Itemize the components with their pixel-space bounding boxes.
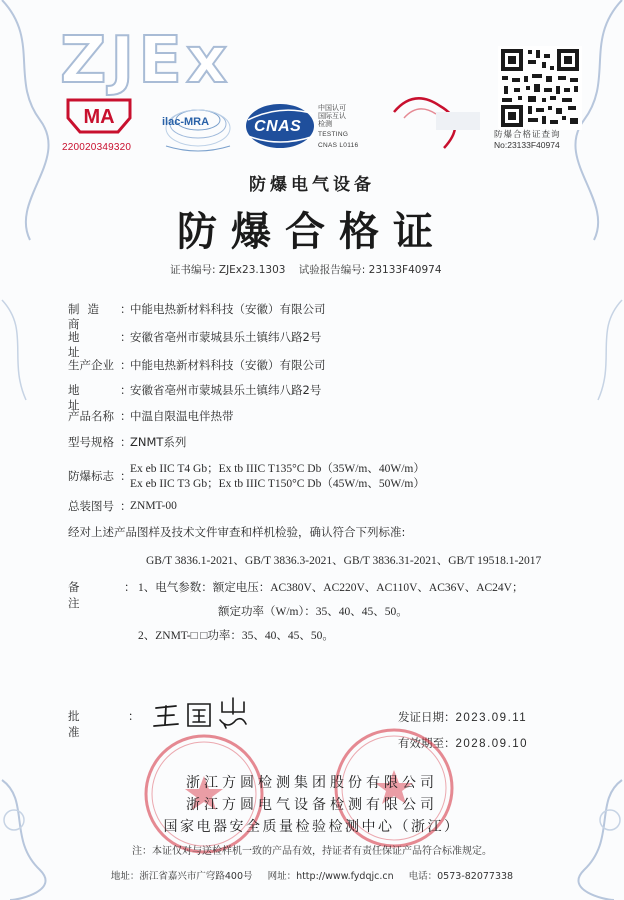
field-label: 总装图号 (68, 499, 114, 513)
cma-number: 220020349320 (62, 142, 132, 153)
footer-website[interactable]: 网址：http://www.fydqjc.cn (267, 871, 394, 882)
organization-name: 浙江方圆电气设备检测有限公司 (186, 797, 438, 813)
model-value: ZNMT系列 (130, 435, 187, 449)
producer-value: 中能电热新材料科技（安徽）有限公司 (130, 358, 326, 372)
field-label: 制造商 (68, 302, 107, 331)
signature (148, 694, 258, 734)
field-colon: ： (120, 358, 132, 372)
notes-line: 额定功率（W/m）：35、40、45、50。 (218, 606, 408, 618)
right-border-ornament (554, 0, 624, 900)
organization-name: 国家电器安全质量检验检测中心（浙江） (163, 819, 461, 835)
ex-marking-row (68, 462, 425, 492)
field-colon: ： (120, 383, 132, 397)
footer-phone: 电话：0573-82077338 (408, 871, 514, 882)
field-colon: ： (120, 499, 132, 513)
footer-contact (0, 868, 624, 882)
notes-line: 2、ZNMT-□ □功率：35、40、45、50。 (138, 630, 334, 642)
field-colon: ： (120, 302, 132, 316)
ilac-mra-mark (158, 98, 234, 158)
qr-code[interactable] (498, 46, 582, 130)
notes-label: 备注 (68, 580, 106, 610)
manufacturer-value: 中能电热新材料科技（安徽）有限公司 (130, 302, 326, 316)
ex-marking-line: Ex eb IIC T4 Gb；Ex tb IIIC T135°C Db（35W/m、40W/m） (130, 463, 425, 475)
issue-date-value: 2023.09.11 (455, 712, 528, 724)
organization-name: 浙江方圆检测集团股份有限公司 (186, 775, 438, 791)
field-label: 地址 (68, 383, 106, 412)
cnas-label: CNAS (254, 118, 302, 135)
field-colon: ： (120, 409, 132, 423)
drawing-row (68, 499, 177, 514)
cnas-cn-line: 检测 (318, 120, 332, 128)
cma-mark (62, 96, 142, 153)
field-label: 地址 (68, 330, 106, 359)
producer-row (68, 358, 326, 373)
field-label: 防爆标志 (68, 469, 114, 483)
cma-icon (62, 96, 136, 136)
cnas-cn-line: 中国认可 (318, 104, 346, 112)
field-label: 产品名称 (68, 409, 114, 423)
ilac-label: ilac-MRA (162, 116, 210, 128)
cnas-mark (244, 96, 372, 156)
field-label: 型号规格 (68, 435, 114, 449)
address-row (68, 330, 321, 360)
document-title: 防爆合格证 (177, 209, 447, 255)
approval-label: 批准 (68, 709, 110, 739)
cnas-en-line: CNAS L0116 (318, 142, 359, 149)
certificate-numbers (170, 262, 452, 277)
approval-colon: ： (128, 709, 140, 723)
zjex-logo (60, 24, 231, 98)
left-border-ornament (0, 0, 70, 900)
cma-label: MA (83, 106, 115, 128)
valid-until-label: 有效期至： (398, 736, 456, 750)
ex-marking-values (130, 462, 425, 492)
issue-date-label: 发证日期： (398, 710, 456, 724)
field-colon: ： (120, 435, 132, 449)
qr-label: 防爆合格证查询 (494, 130, 561, 140)
cnas-en-line: TESTING (318, 131, 349, 138)
footnote: 注：本证仅对与送检样机一致的产品有效，持证者有责任保证产品符合标准规定。 (132, 846, 492, 857)
verification-statement: 经对上述产品图样及技术文件审查和样机检验，确认符合下列标准: (68, 525, 406, 539)
issue-date-line (398, 709, 527, 725)
zjex-logo-text: ZJEx (60, 24, 232, 98)
drawing-value: ZNMT-00 (130, 500, 177, 512)
producer-address-value: 安徽省亳州市蒙城县乐土镇纬八路2号 (130, 383, 322, 397)
qr-number: No:23133F40974 (494, 140, 560, 150)
standards-list: GB/T 3836.1-2021、GB/T 3836.3-2021、GB/T 3836.31-2021、GB/T 19518.1-2017 (146, 555, 542, 567)
ilac-globe-icon (158, 98, 234, 158)
cnas-side-text (318, 104, 358, 150)
address-value: 安徽省亳州市蒙城县乐土镇纬八路2号 (130, 330, 322, 344)
model-row (68, 435, 186, 450)
field-colon: ： (120, 330, 132, 344)
cnas-cn-line: 国际互认 (318, 112, 346, 120)
field-label: 生产企业 (68, 358, 114, 372)
valid-until-value: 2028.09.10 (455, 738, 529, 750)
field-colon: ： (120, 469, 132, 483)
notes-line: 1、电气参数：额定电压：AC380V、AC220V、AC110V、AC36V、AC24V； (138, 582, 524, 594)
product-row (68, 409, 234, 424)
document-subtitle: 防爆电气设备 (249, 175, 375, 195)
ex-marking-line: Ex eb IIC T3 Gb；Ex tb IIIC T150°C Db（45W/m、50W/m） (130, 478, 425, 490)
certificate-number: 证书编号: ZJEx23.1303 (170, 264, 286, 276)
notes-colon: ： (124, 580, 136, 594)
report-number: 试验报告编号: 23133F40974 (298, 264, 442, 276)
issuing-organizations (0, 772, 624, 838)
faded-heart-logo-icon (384, 92, 484, 158)
footer-address: 地址：浙江省嘉兴市广穹路400号 (110, 871, 253, 882)
product-value: 中温自限温电伴热带 (130, 409, 234, 423)
manufacturer-row (68, 302, 326, 332)
